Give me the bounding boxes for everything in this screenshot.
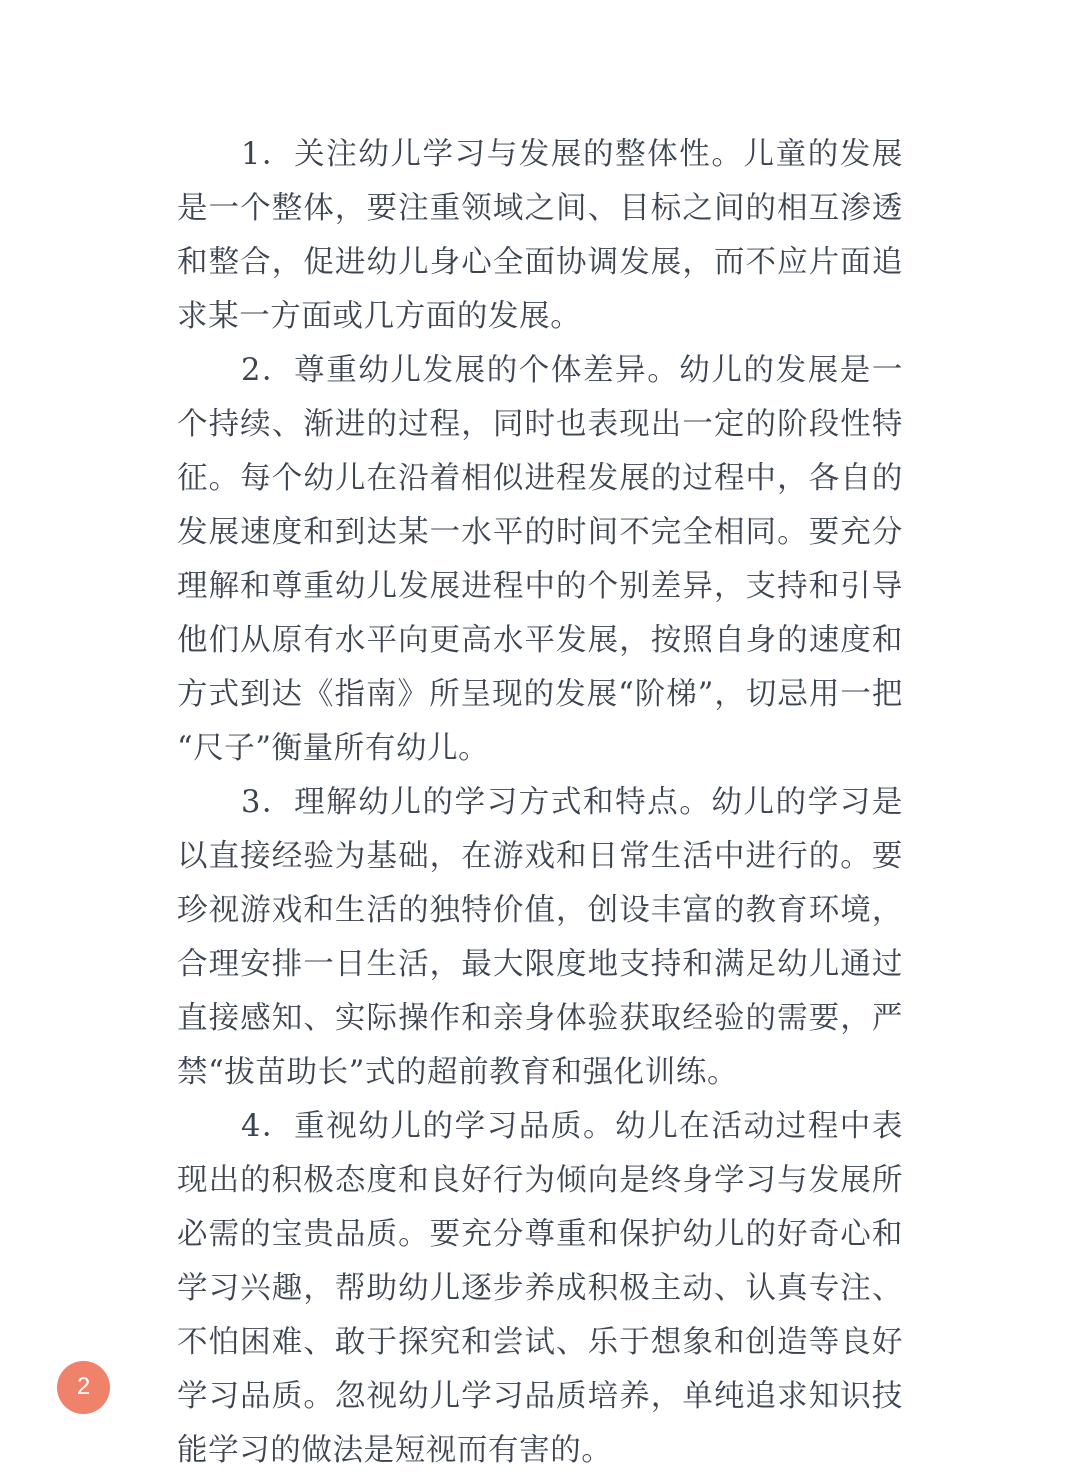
page-number-badge (57, 1361, 110, 1414)
paragraph-1: 1．关注幼儿学习与发展的整体性。儿童的发展是一个整体，要注重领域之间、目标之间的相互渗透和整合，促进幼儿身心全面协调发展，而不应片面追求某一方面或几方面的发展。 (177, 137, 903, 334)
paragraph-4: 4．重视幼儿的学习品质。幼儿在活动过程中表现出的积极态度和良好行为倾向是终身学习与发展所必需的宝贵品质。要充分尊重和保护幼儿的好奇心和学习兴趣，帮助幼儿逐步养成积极主动、认真专注、不怕困难、敢于探究和尝试、乐于想象和创造等良好学习品质。忽视幼儿学习品质培养，单纯追求知识技能学习的做法是短视而有害的。 (177, 1109, 903, 1468)
paragraph-3: 3．理解幼儿的学习方式和特点。幼儿的学习是以直接经验为基础，在游戏和日常生活中进行的。要珍视游戏和生活的独特价值，创设丰富的教育环境，合理安排一日生活，最大限度地支持和满足幼儿通过直接感知、实际操作和亲身体验获取经验的需要，严禁“拔苗助长”式的超前教育和强化训练。 (177, 785, 903, 1090)
page-number-label: 2 (76, 1373, 91, 1400)
paragraph-2: 2．尊重幼儿发展的个体差异。幼儿的发展是一个持续、渐进的过程，同时也表现出一定的阶段性特征。每个幼儿在沿着相似进程发展的过程中，各自的发展速度和到达某一水平的时间不完全相同。要充分理解和尊重幼儿发展进程中的个别差异，支持和引导他们从原有水平向更高水平发展，按照自身的速度和方式到达《指南》所呈现的发展“阶梯”，切忌用一把“尺子”衡量所有幼儿。 (177, 353, 903, 766)
document-body (177, 128, 903, 1478)
